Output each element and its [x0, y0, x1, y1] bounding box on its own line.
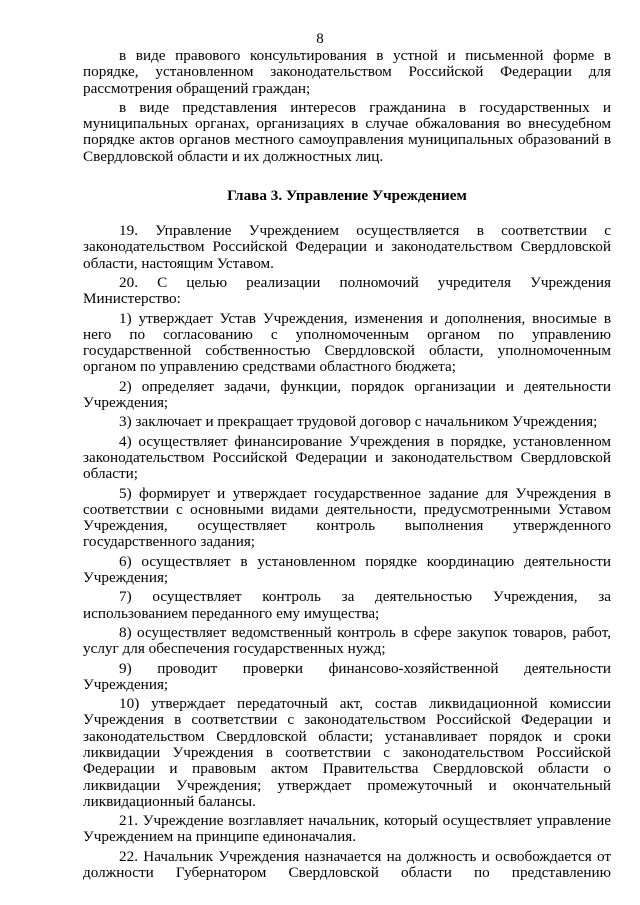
paragraph: в виде правового консультирования в устной и письменной форме в порядке, установленном законодательством Российской Федерации для рассмотрения обращений граждан;	[83, 47, 611, 97]
paragraph: 1) утверждает Устав Учреждения, изменения и дополнения, вносимые в него по согласованию с уполномоченным органом по управлению государственной собственностью Свердловской области, уполномоченным органом по управлению средствами областного бюджета;	[83, 309, 611, 376]
paragraph: 9) проводит проверки финансово-хозяйственной деятельности Учреждения;	[83, 659, 611, 693]
paragraph: 2) определяет задачи, функции, порядок организации и деятельности Учреждения;	[83, 377, 611, 412]
paragraph: 22. Начальник Учреждения назначается на должность и освобождается от должности Губернатором Свердловской области по представлению	[83, 847, 611, 882]
paragraph: 4) осуществляет финансирование Учреждения в порядке, установленном законодательством Российской Федерации и законодательством Свердловской области;	[83, 432, 611, 483]
paragraph: 3) заключает и прекращает трудовой договор с начальником Учреждения;	[119, 413, 598, 431]
paragraph: 7) осуществляет контроль за деятельностью Учреждения, за использованием переданного ему имущества;	[83, 588, 611, 622]
paragraph: 21. Учреждение возглавляет начальник, который осуществляет управление Учреждением на принципе единоначалия.	[83, 812, 611, 846]
paragraph: 5) формирует и утверждает государственное задание для Учреждения в соответствии с основными видами деятельности, предусмотренными Уставом Учреждения, осуществляет контроль выполнения утвержденного государственного задания;	[83, 484, 611, 551]
page-number: 8	[316, 31, 324, 47]
paragraph: 8) осуществляет ведомственный контроль в сфере закупок товаров, работ, услуг для обеспечения государственных нужд;	[83, 623, 611, 658]
paragraph: 19. Управление Учреждением осуществляется в соответствии с законодательством Российской Федерации и законодательством Свердловской области, настоящим Уставом.	[83, 222, 611, 272]
paragraph: в виде представления интересов гражданина в государственных и муниципальных органах, организациях в случае обжалования во внесудебном порядке актов органов местного самоуправления муниципальных образований в Свердловской области и их должностных лиц.	[83, 98, 611, 165]
paragraph: 6) осуществляет в установленном порядке координацию деятельности Учреждения;	[83, 552, 611, 587]
chapter-title: Глава 3. Управление Учреждением	[227, 187, 467, 205]
document-body	[83, 48, 611, 884]
paragraph: 10) утверждает передаточный акт, состав ликвидационной комиссии Учреждения в соответствии с законодательством Российской Федерации и законодательством Свердловской области; устанавливает порядок и сроки ликвидации Учреждения в соответствии с законодательством Российской Федерации и правовым актом Правительства Свердловской области о ликвидации Учреждения; утверждает промежуточный и окончательный ликвидационный балансы.	[83, 695, 611, 810]
paragraph: 20. С целью реализации полномочий учредителя Учреждения Министерство:	[83, 273, 611, 308]
